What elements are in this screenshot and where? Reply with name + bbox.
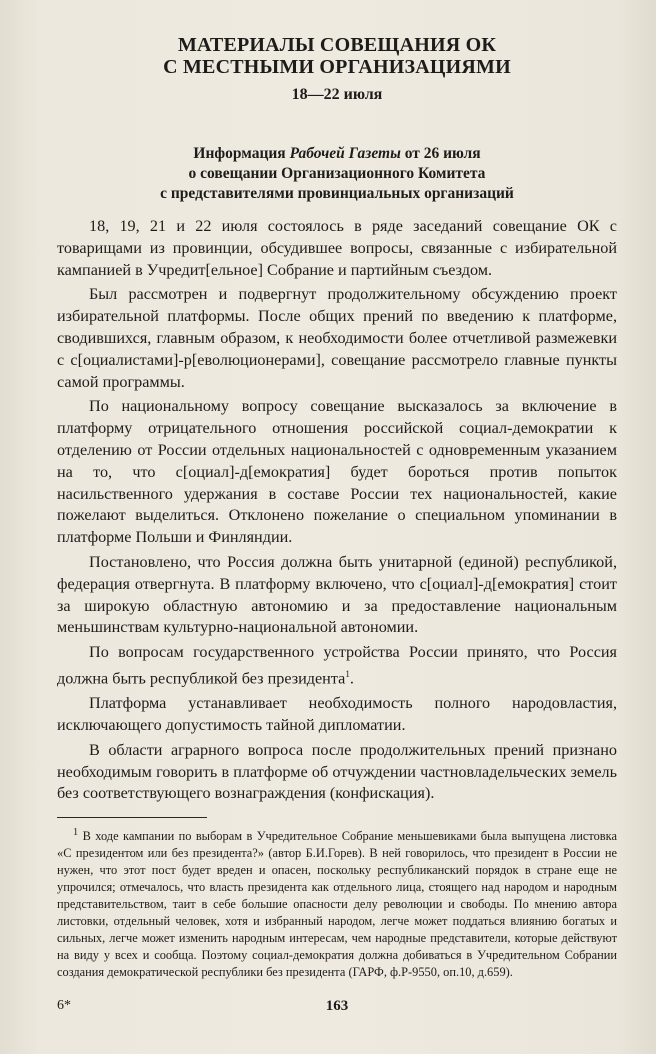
document-heading — [57, 144, 617, 204]
paragraph-5-text: По вопросам государственного устройства России принято, что Россия должна быть республикой без президента — [57, 643, 617, 688]
footnote — [57, 824, 617, 981]
footnote-text: В ходе кампании по выборам в Учредительное Собрание меньшевиками была выпущена листовка «С президентом или без президента?» (автор Б.И.Горев). В ней говорилось, что президент в России не нужен, что этот пост будет вреден и опасен, поскольку республиканский порядок в стране еще не упрочился; отмечалось, что власть президента как отдельного лица, стоящего над народом и народным представительством, таит в себе большие опасности делу революции и свободы. По мнению автора листовки, отдельный человек, хотя и избранный народом, легче может поддаться влиянию богатых и сильных, легче может изменить народным интересам, чем народные представители, которые действуют на виду у всех и сообща. Поэтому социал-демократия должна добиваться в Учредительном Собрании создания демократической республики без президента (ГАРФ, ф.Р-9550, оп.10, д.659). — [57, 829, 617, 980]
heading-date: от 26 июля — [400, 145, 481, 162]
paragraph-4: Постановлено, что Россия должна быть унитарной (единой) республикой, федерация отвергнута. В платформу включено, что с[оциал]-д[емократия] стоит за широкую областную автономию и за предоставление национальным меньшинствам культурно-национальной автономии. — [57, 552, 617, 637]
paragraph-2: Был рассмотрен и подвергнут продолжительному обсуждению проект избирательной платформы. После общих прений по введению к платформе, сводившихся, главным образом, к необходимости более отчетливой размежевки с с[оциалистами]-р[еволюционерами], совещание рассмотрело главные пункты самой программы. — [57, 285, 617, 391]
footnote-reference: 1 — [345, 668, 350, 679]
paragraph-7: В области аграрного вопроса после продолжительных прений признано необходимым говорить в платформе об отчуждении частновладельческих земель без соответствующего вознаграждения (конфискация). — [57, 740, 617, 803]
section-title-line-1: МАТЕРИАЛЫ СОВЕЩАНИЯ ОК — [177, 34, 497, 56]
body-text — [57, 216, 617, 805]
signature-mark: 6* — [57, 998, 71, 1013]
heading-prefix: Информация — [193, 145, 290, 162]
paragraph-5: По вопросам государственного устройства России принято, что Россия должна быть республикой без президента$^1$. — [57, 643, 617, 688]
page-content — [57, 34, 617, 981]
section-title — [57, 34, 617, 78]
paragraph-1: 18, 19, 21 и 22 июля состоялось в ряде заседаний совещание ОК с товарищами из провинции, обсудившее вопросы, связанные с избирательной кампанией в Учредит[ельное] Собрание и партийным съездом. — [57, 217, 617, 279]
heading-source: Рабочей Газеты — [289, 145, 401, 162]
heading-line-2: о совещании Организационного Комитета — [188, 165, 486, 182]
section-title-line-2: С МЕСТНЫМИ ОРГАНИЗАЦИЯМИ — [163, 56, 511, 78]
page-footer — [57, 998, 617, 1020]
paragraph-3: По национальному вопросу совещание высказалось за включение в платформу отрицательного отношения российской социал-демократии к отделению от России отдельных национальностей с одновременным указанием на то, что с[оциал]-д[емократия] будет бороться против попыток насильственного удержания в составе России тех национальностей, какие пожелают выделиться. Отклонено пожелание о специальном упоминании в платформе Польши и Финляндии. — [57, 397, 617, 547]
footnote-marker: 1 — [73, 827, 79, 839]
paragraph-6: Платформа устанавливает необходимость полного народовластия, исключающего допустимость тайной дипломатии. — [57, 694, 617, 734]
section-dates: 18—22 июля — [291, 86, 383, 103]
heading-line-3: с представителями провинциальных организаций — [160, 185, 514, 202]
page-number: 163 — [325, 998, 349, 1014]
footnote-divider — [57, 817, 207, 818]
